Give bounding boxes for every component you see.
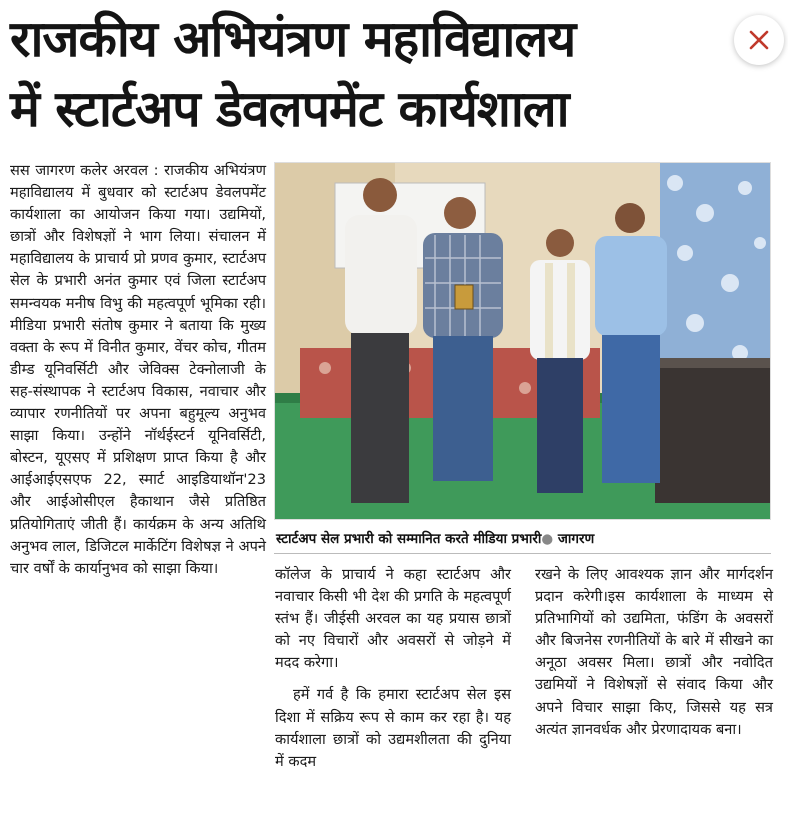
news-photo xyxy=(274,162,771,520)
column-2-paragraph-2: हमें गर्व है कि हमारा स्टार्टअप सेल इस दिशा में सक्रिय रूप से काम कर रहा है। यह कार्यशाला छात्रों को उद्यमशीलता की दुनिया में कदम xyxy=(275,686,511,770)
column-1-text: राजकीय अभियंत्रण महाविद्यालय में बुधवार को स्टार्टअप डेवलपमेंट कार्यशाला का आयोजन किया गया। उद्यमियों, छात्रों और विशेषज्ञों ने भाग लिया। संचालन में महाविद्यालय के प्राचार्य प्रो प्रणव कुमार, स्टार्टअप सेल के प्रभारी अनंत कुमार एवं जिला स्टार्टअप समन्वयक मनीष विभु की महत्वपूर्ण भूमिका रही। मीडिया प्रभारी संतोष कुमार ने बताया कि मुख्य वक्ता के रूप में विनीत कुमार, वेंचर कोच, गीतम डीम्ड यूनिवर्सिटी और जेविक्स टेक्नोलाजी के सह-संस्थापक ने स्टार्टअप विकास, नवाचार और व्यापार रणनीतियों पर अपना बहुमूल्य अनुभव साझा किया। उन्होंने नॉर्थईस्टर्न यूनिवर्सिटी, बोस्टन, यूएसए में प्रशिक्षण प्राप्त किया है और आईआईएसएफ 22, स्मार्ट आइडियाथॉन'23 और आईओसीएल हैकाथान जैसे प्रतिष्ठित प्रतियोगिताएं जीती हैं। कार्यक्रम के अन्य अतिथि अनुभव लाल, डिजिटल मार्केटिंग विशेषज्ञ ने अपने चार वर्षों के कार्यानुभव को साझा किया। xyxy=(10,162,266,577)
headline xyxy=(10,4,740,144)
photo-caption xyxy=(276,528,771,550)
close-button[interactable] xyxy=(734,15,784,65)
column-3-text: रखने के लिए आवश्यक ज्ञान और मार्गदर्शन प्रदान करेगी।इस कार्यशाला के माध्यम से प्रतिभागियों को उद्यमिता, फंडिंग के अवसरों और बिजनेस रणनीतियों के बारे में सीखने का अनूठा अवसर मिला। छात्रों और नवोदित उद्यमियों ने विशेषज्ञों से संवाद किया और अपने विचार साझा किए, जिससे यह सत्र अत्यंत ज्ञानवर्धक और प्रेरणादायक बना। xyxy=(535,566,773,738)
close-x-icon xyxy=(748,29,770,51)
article-paragraph xyxy=(10,160,266,580)
column-2-paragraph-1: कॉलेज के प्राचार्य ने कहा स्टार्टअप और नवाचार किसी भी देश की प्रगति के महत्वपूर्ण स्तंभ हैं। जीईसी अरवल का यह प्रयास छात्रों को नए विचारों और अवसरों से जोड़ने में मदद करेगा। xyxy=(275,566,511,672)
photo-illustration xyxy=(275,163,771,520)
article-column-2 xyxy=(275,564,511,773)
article-column-1 xyxy=(10,160,266,580)
article-column-3 xyxy=(535,564,773,741)
caption-divider xyxy=(274,553,771,554)
caption-text: स्टार्टअप सेल प्रभारी को सम्मानित करते मीडिया प्रभारी xyxy=(276,531,542,547)
photo-credit: जागरण xyxy=(557,531,595,547)
byline: सस जागरण कलेर अरवल : xyxy=(10,162,159,179)
headline-line-2: में स्टार्टअप डेवलपमेंट कार्यशाला xyxy=(10,80,569,138)
headline-line-1: राजकीय अभियंत्रण महाविद्यालय xyxy=(10,10,576,68)
credit-dot: ● xyxy=(541,531,554,547)
